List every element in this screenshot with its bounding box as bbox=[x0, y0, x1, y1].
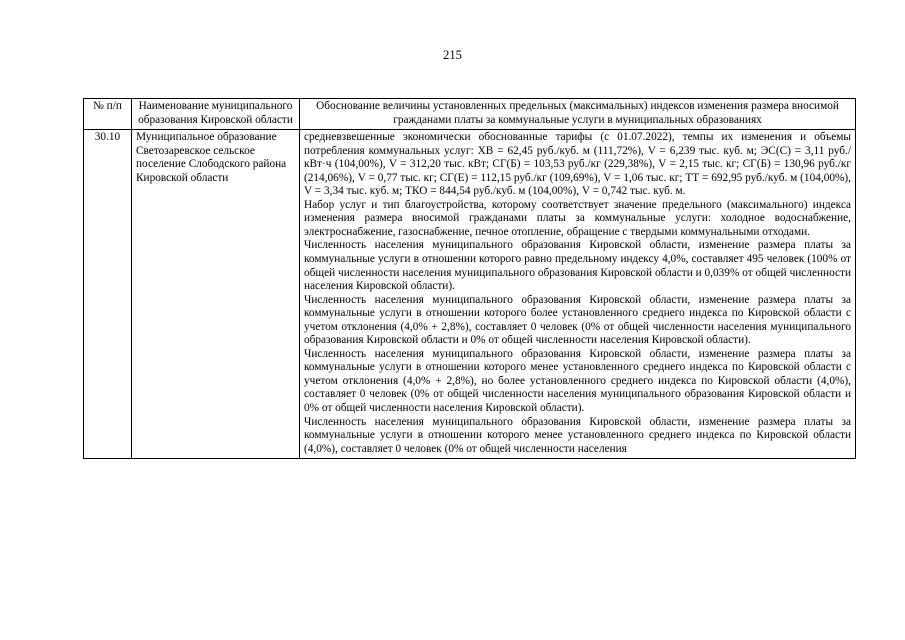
header-description-cell: Обоснование величины установленных предельных (максимальных) индексов изменения размера вносимой гражданами платы за коммунальные услуги в муниципальных образованиях bbox=[300, 99, 856, 130]
row-number-cell: 30.10 bbox=[84, 130, 132, 459]
tariff-table bbox=[83, 98, 856, 459]
paragraph-population-between: Численность населения муниципального образования Кировской области, изменение размера платы за коммунальные услуги в отношении которого менее установленного среднего индекса по Кировской области с учетом отклонения (4,0% + 2,8%), но более установленного среднего индекса по Кировской области (4,0%), составляет 0 человек (0% от общей численности населения муниципального образования Кировской области и 0% от общей численности населения Кировской области). bbox=[304, 347, 851, 415]
header-name-cell: Наименование муниципального образования Кировской области bbox=[132, 99, 300, 130]
paragraph-population-below: Численность населения муниципального образования Кировской области, изменение размера платы за коммунальные услуги в отношении которого менее установленного среднего индекса по Кировской области (4,0%), составляет 0 человек (0% от общей численности населения bbox=[304, 415, 851, 455]
table-header-row bbox=[84, 99, 856, 130]
paragraph-population-equal: Численность населения муниципального образования Кировской области, изменение размера платы за коммунальные услуги в отношении которого равно предельному индексу 4,0%, составляет 495 человек (100% от общей численности населения муниципального образования Кировской области и 0,039% от общей численности населения Кировской области). bbox=[304, 239, 851, 293]
row-description-cell bbox=[300, 130, 856, 459]
page-number: 215 bbox=[443, 48, 462, 62]
row-name-cell: Муниципальное образование Светозаревское сельское поселение Слободского района Кировской области bbox=[132, 130, 300, 459]
paragraph-tariffs: средневзвешенные экономически обоснованные тарифы (с 01.07.2022), темпы их изменения и объемы потребления коммунальных услуг: ХВ = 62,45 руб./куб. м (111,72%), V = 6,239 тыс. куб. м; ЭС(С) = 3,11 руб./кВт·ч (104,00%), V = 312,20 тыс. кВт; СГ(Б) = 103,53 руб./кг (229,38%), V = 2,15 тыс. кг; СГ(Б) = 130,96 руб./кг (214,06%), V = 0,77 тыс. кг; СГ(Е) = 112,15 руб./кг (109,69%), V = 1,06 тыс. кг; ТТ = 692,95 руб./куб. м (104,00%), V = 3,34 тыс. куб. м; ТКО = 844,54 руб./куб. м (104,00%), V = 0,742 тыс. куб. м. bbox=[304, 131, 851, 198]
header-number-cell: № п/п bbox=[84, 99, 132, 130]
paragraph-population-above: Численность населения муниципального образования Кировской области, изменение размера платы за коммунальные услуги в отношении которого более установленного среднего индекса по Кировской области с учетом отклонения (4,0% + 2,8%), составляет 0 человек (0% от общей численности населения муниципального образования Кировской области и 0% от общей численности населения Кировской области). bbox=[304, 293, 851, 347]
table-row bbox=[84, 130, 856, 459]
paragraph-services: Набор услуг и тип благоустройства, которому соответствует значение предельного (максимального) индекса изменения размера вносимой гражданами платы за коммунальные услуги: холодное водоснабжение, электроснабжение, газоснабжение, печное отопление, обращение с твердыми коммунальными отходами. bbox=[304, 198, 851, 238]
